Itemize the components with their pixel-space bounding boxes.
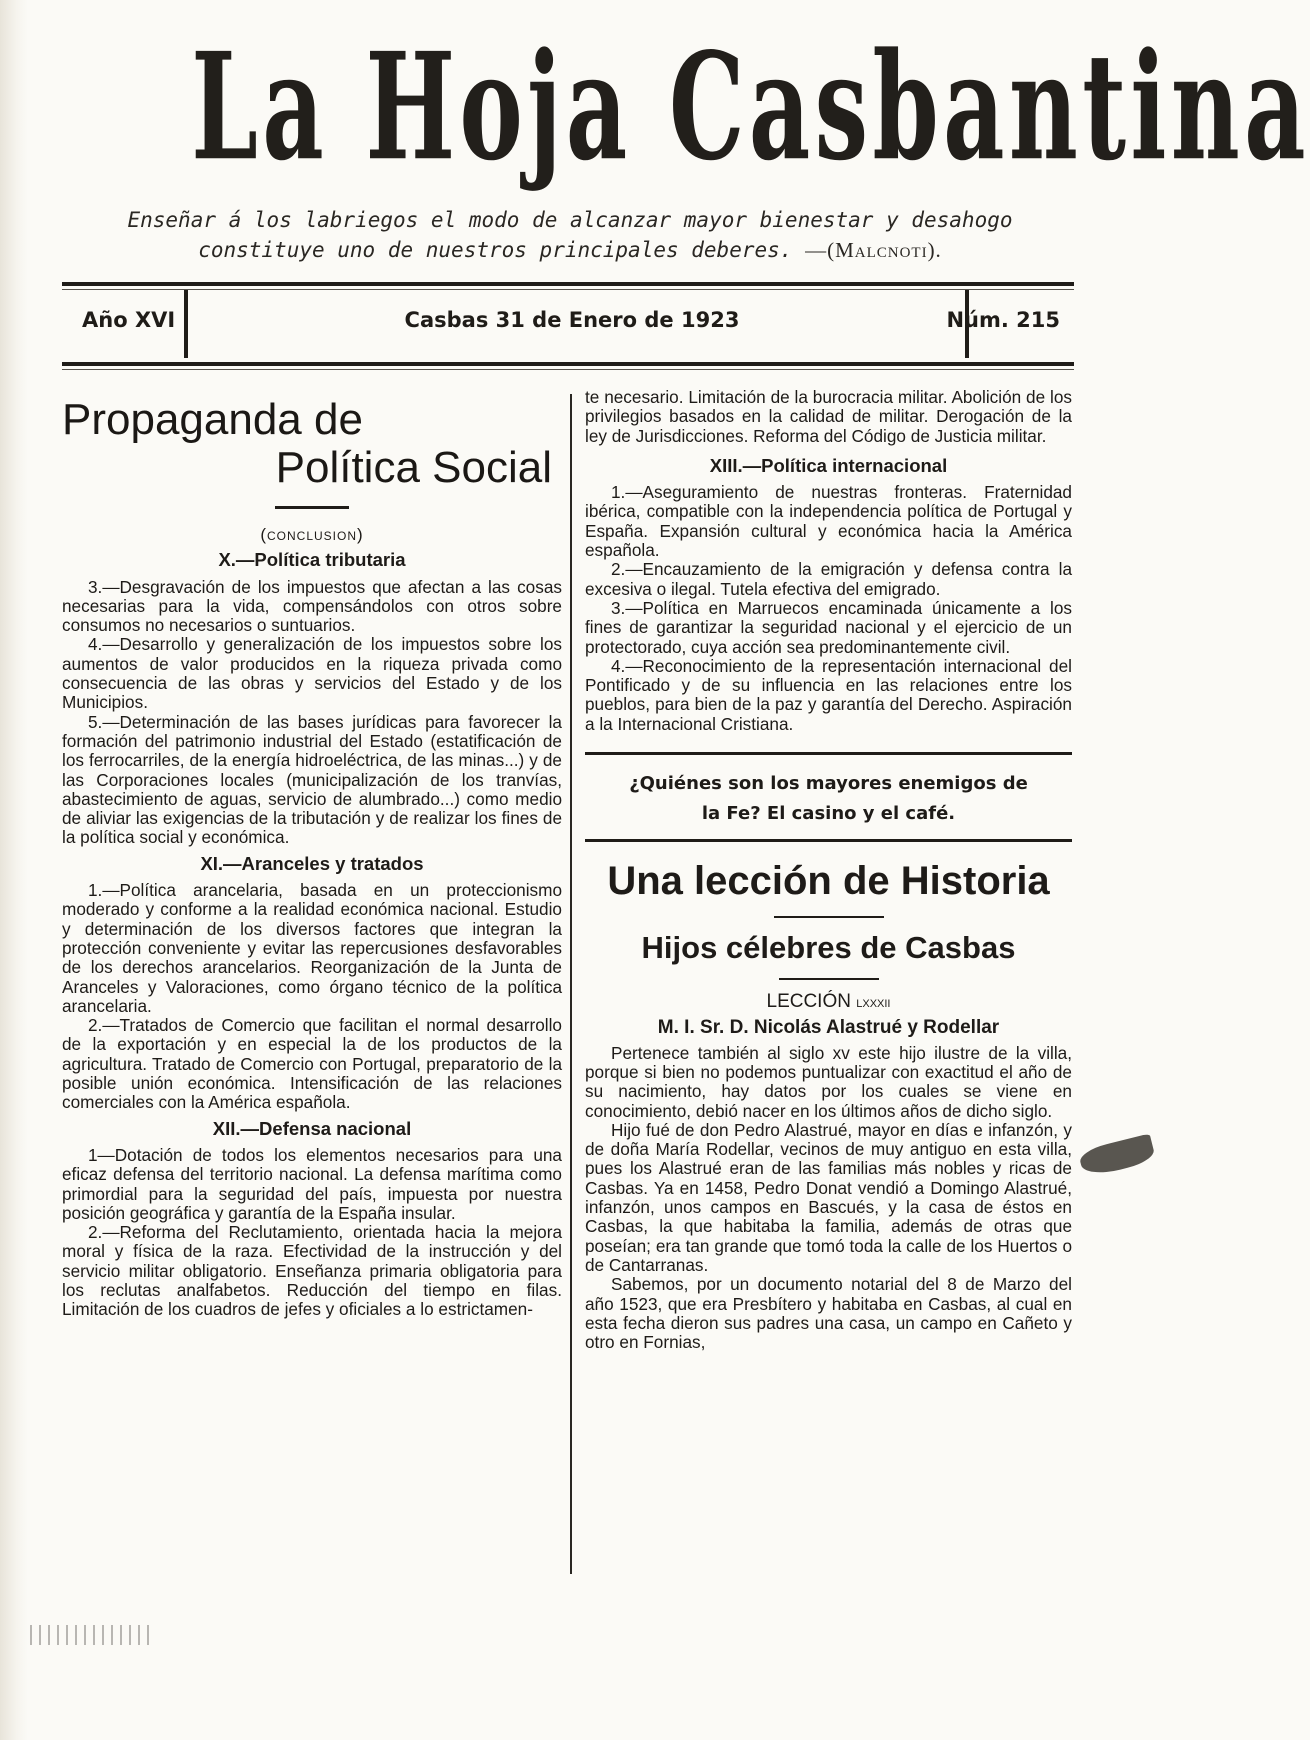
history-title: Una lección de Historia <box>607 859 1050 904</box>
article-leccion-historia <box>585 858 1072 1352</box>
paragraph: 2.—Tratados de Comercio que facilitan el normal desarrollo de la exportación y en especial la de los productos de la agricultura. Tratado de Comercio con Portugal, preparatorio de la posible unión económica. Intensificación de las relaciones comerciales con la América española. <box>62 1015 562 1113</box>
article-title-line-1: Propaganda de <box>62 395 363 444</box>
paragraph: Pertenece también al siglo xv este hijo ilustre de la villa, porque si bien no podemos puntualizar con exactitud el año de su nacimiento, hay datos por los cuales se viene en conocimiento, debió nacer en los últimos años de dicho siglo. <box>585 1042 1072 1121</box>
masthead <box>60 21 1310 200</box>
paragraph: 4.—Desarrollo y generalización de los impuestos sobre los aumentos de valor producidos en la riqueza privada como consecuencia de las obras y servicios del Estado y de los Municipios. <box>62 634 562 713</box>
dateline-divider <box>184 290 188 358</box>
continuation-paragraph: te necesario. Limitación de la burocracia militar. Abolición de los privilegios basados en la calidad de militar. Derogación de la ley de Jurisdicciones. Reforma del Código de Justicia militar. <box>585 387 1072 446</box>
paragraph: 4.—Reconocimiento de la representación internacional del Pontificado y de su influencia en las relaciones entre los pueblos, para bien de la paz y garantía del Derecho. Aspiración a la Internacional Cristiana. <box>585 655 1072 734</box>
dateline-top-rule <box>62 282 1074 286</box>
notice-line-2: la Fe? El casino y el café. <box>701 803 956 825</box>
column-divider <box>570 394 572 1574</box>
dateline-bottom-rule <box>62 362 1074 366</box>
lesson-number: lxxxii <box>856 994 891 1012</box>
section-heading: X.—Política tributaria <box>218 549 406 571</box>
lesson-label <box>585 992 1072 1012</box>
paragraph: Hijo fué de don Pedro Alastrué, mayor en días e infanzón, y de doña María Rodellar, vecinos de muy antiguo en esta villa, pues los Alastrué eran de las familias más nobles y ricas de Casbas. Ya en 1458, Pedro Donat vendió a Domingo Alastrué, infanzón, unos campos en Bascués, y la casa de éstos en Casbas, la que habitaba la familia, además de otras que poseían; era tan grande que tomó toda la calle de los Huertos o de Cantarranas. <box>585 1119 1072 1275</box>
article-politica-social <box>62 388 562 1320</box>
ink-blot <box>1078 1133 1157 1178</box>
dateline-bar <box>62 282 1074 368</box>
paragraph: 3.—Política en Marruecos encaminada únicamente a los fines de garantizar la seguridad nacional y el ejercicio de un protectorado, cuya acción sea predominantemente civil. <box>585 597 1072 657</box>
place-date: Casbas 31 de Enero de 1923 <box>404 308 740 332</box>
article-kicker: (conclusion) <box>260 525 364 544</box>
person-name: M. I. Sr. D. Nicolás Alastrué y Rodellar <box>657 1017 1000 1039</box>
scan-artifact <box>30 1625 150 1645</box>
issue-number: Núm. 215 <box>946 308 1060 332</box>
paragraph: 1.—Aseguramiento de nuestras fronteras. Fraternidad ibérica, compatible con la independencia política de Portugal y España. Expansión cultural y económica hacia la América española. <box>585 482 1072 561</box>
section-heading: XII.—Defensa nacional <box>212 1117 412 1139</box>
volume-year: Año XVI <box>82 308 176 332</box>
motto-line-2 <box>70 235 1070 265</box>
subtitle-rule <box>779 978 879 980</box>
newspaper-title: La Hoja Casbantina <box>191 21 1310 194</box>
right-column <box>585 388 1072 1352</box>
article-title-line-2: Política Social <box>275 443 552 492</box>
paragraph: 3.—Desgravación de los impuestos que afectan a las cosas necesarias para la vida, compensándolos con otros sobre consumos no necesarios o suntuarios. <box>62 576 562 636</box>
paragraph: 5.—Determinación de las bases jurídicas para favorecer la formación del patrimonio industrial del Estado (estatificación de los ferrocarriles, de la energía hidroeléctrica, de las minas...) y de las Corporaciones locales (municipalización de los tranvías, abastecimiento de aguas, servicio de alumbrado...) como medio de aliviar las exigencias de la tributación y de realizar los fines de la política social y económica. <box>62 711 562 848</box>
section-politica-tributaria <box>62 550 562 847</box>
notice-line-1: ¿Quiénes son los mayores enemigos de <box>629 773 1028 795</box>
motto-author: —(Malcnoti). <box>805 238 942 262</box>
section-defensa-nacional <box>62 1119 562 1320</box>
lesson-word: LECCIÓN <box>766 991 851 1013</box>
notice-bottom-rule <box>585 839 1072 842</box>
section-aranceles-tratados <box>62 854 562 1113</box>
motto-text: constituye uno de nuestros principales deberes. <box>198 238 793 262</box>
paragraph: 2.—Reforma del Reclutamiento, orientada hacia la mejora moral y física de la raza. Efectividad de la instrucción y del servicio militar obligatorio. Enseñanza primaria obligatoria para los reclutas analfabetos. Reducción del tiempo en filas. Limitación de los cuadros de jefes y oficiales a lo estrictamen- <box>62 1222 562 1320</box>
motto-line-1: Enseñar á los labriegos el modo de alcanzar mayor bienestar y desahogo <box>127 208 1013 232</box>
paragraph: 1.—Política arancelaria, basada en un proteccionismo moderado y conforme a la realidad económica nacional. Estudio y determinación de los diversos factores que integran la protección conveniente y evitar las repercusiones desfavorables de los derechos arancelarios. Reorganización de la Junta de Aranceles y Valoraciones, como órgano técnico de la política arancelaria. <box>62 880 562 1016</box>
section-heading: XIII.—Política internacional <box>709 454 948 476</box>
history-subtitle: Hijos célebres de Casbas <box>641 930 1016 966</box>
title-rule <box>774 916 884 918</box>
title-rule <box>275 506 349 509</box>
paragraph: 1—Dotación de todos los elementos necesarios para una eficaz defensa del territorio nacional. La defensa marítima como primordial para la seguridad del país, impuesta por nuestra posición geográfica y garantía de la España insular. <box>62 1144 562 1223</box>
section-politica-internacional <box>585 456 1072 734</box>
scan-page-edge <box>0 0 28 1740</box>
section-heading: XI.—Aranceles y tratados <box>200 852 424 874</box>
motto <box>70 205 1070 265</box>
paragraph: Sabemos, por un documento notarial del 8 de Marzo del año 1523, que era Presbítero y habitaba en Casbas, al cual en esta fecha dieron sus padres una casa, un campo en Cañeto y otro en Fornias, <box>585 1274 1072 1353</box>
notice-box <box>585 769 1072 829</box>
notice-top-rule <box>585 752 1072 755</box>
paragraph: 2.—Encauzamiento de la emigración y defensa contra la excesiva o ilegal. Tutela efectiva del emigrado. <box>585 559 1072 599</box>
